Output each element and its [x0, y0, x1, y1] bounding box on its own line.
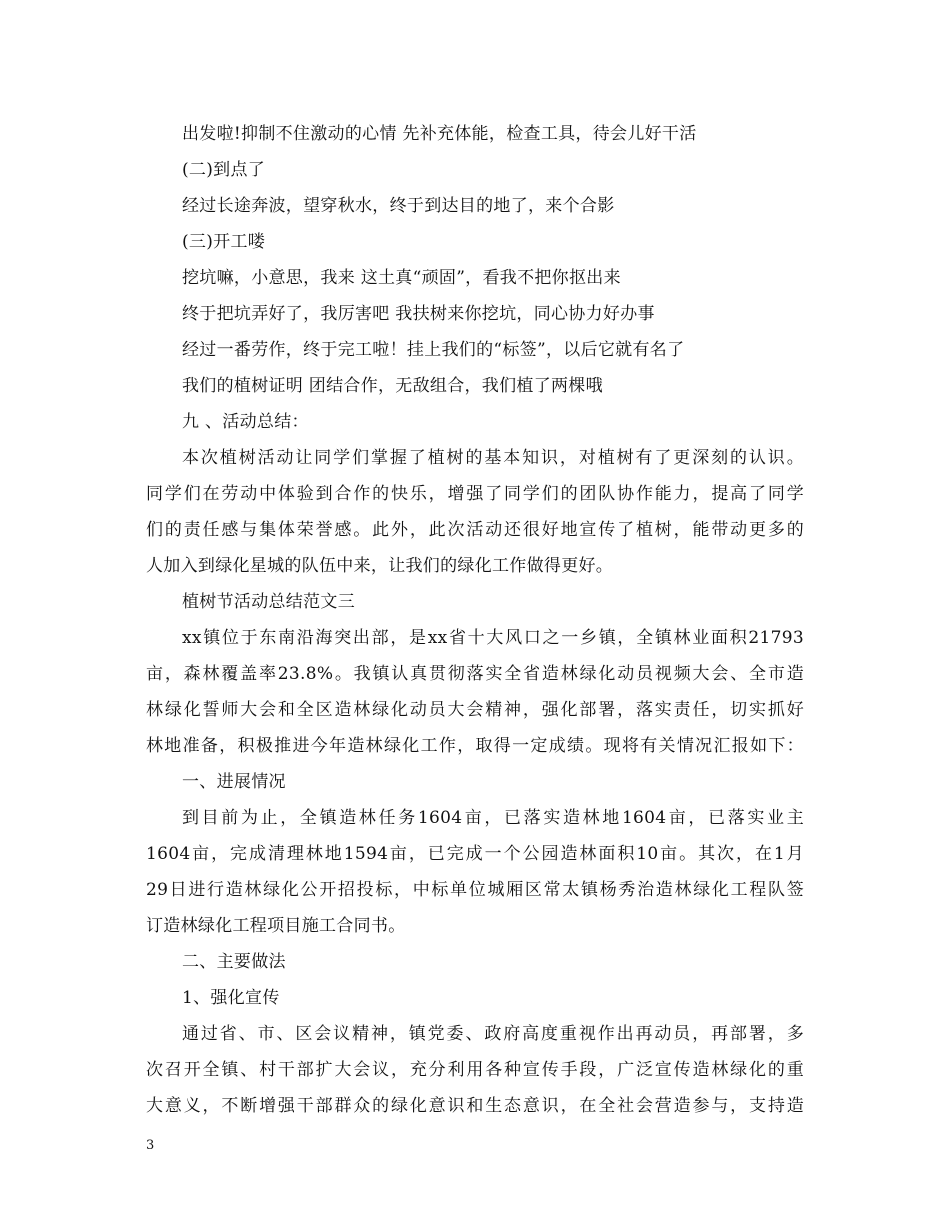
text-line: 订造林绿化工程项目施工合同书。 [146, 916, 406, 936]
text-line: 经过长途奔波，望穿秋水，终于到达目的地了，来个合影 [182, 196, 615, 216]
text-line: 挖坑嘛，小意思，我来 这土真“顽固”，看我不把你抠出来 [182, 268, 621, 288]
text-line: 出发啦!抑制不住激动的心情 先补充体能，检查工具，待会儿好干活 [182, 124, 697, 144]
text-line: 九 、活动总结： [182, 412, 309, 432]
page-number: 3 [146, 1138, 155, 1153]
text-line: 终于把坑弄好了，我厉害吧 我扶树来你挖坑，同心协力好办事 [182, 304, 655, 324]
text-line: 同学们在劳动中体验到合作的快乐，增强了同学们的团队协作能力，提高了同学 [146, 484, 804, 504]
text-line: 二、主要做法 [182, 952, 286, 972]
text-line: 1604亩，完成清理林地1594亩，已完成一个公园造林面积10亩。其次，在1月 [146, 844, 804, 864]
text-line: 亩，森林覆盖率23.8%。我镇认真贯彻落实全省造林绿化动员视频大会、全市造 [146, 664, 804, 684]
text-line: 人加入到绿化星城的队伍中来，让我们的绿化工作做得更好。 [146, 556, 614, 576]
text-line: 们的责任感与集体荣誉感。此外，此次活动还很好地宣传了植树，能带动更多的 [146, 520, 804, 540]
text-line: 林地准备，积极推进今年造林绿化工作，取得一定成绩。现将有关情况汇报如下： [146, 736, 804, 756]
text-line: 大意义，不断增强干部群众的绿化意识和生态意识，在全社会营造参与，支持造 [146, 1096, 804, 1116]
text-line: 林绿化誓师大会和全区造林绿化动员大会精神，强化部署，落实责任，切实抓好 [146, 700, 804, 720]
text-line: 29日进行造林绿化公开招投标，中标单位城厢区常太镇杨秀治造林绿化工程队签 [146, 880, 804, 900]
text-line: 我们的植树证明 团结合作，无敌组合，我们植了两棵哦 [182, 376, 603, 396]
text-line: 到目前为止，全镇造林任务1604亩，已落实造林地1604亩，已落实业主 [182, 808, 804, 828]
text-line: 一、进展情况 [182, 772, 286, 792]
text-line: (三)开工喽 [182, 232, 266, 252]
text-line: (二)到点了 [182, 160, 266, 180]
text-line: 次召开全镇、村干部扩大会议，充分利用各种宣传手段，广泛宣传造林绿化的重 [146, 1060, 804, 1080]
text-line: xx镇位于东南沿海突出部，是xx省十大风口之一乡镇，全镇林业面积21793 [182, 628, 804, 648]
text-line: 经过一番劳作，终于完工啦！挂上我们的“标签”，以后它就有名了 [182, 340, 685, 360]
text-line: 植树节活动总结范文三 [182, 592, 355, 612]
text-line: 通过省、市、区会议精神，镇党委、政府高度重视作出再动员，再部署，多 [182, 1024, 804, 1044]
text-line: 本次植树活动让同学们掌握了植树的基本知识，对植树有了更深刻的认识。 [182, 448, 804, 468]
document-body [146, 116, 804, 1124]
text-line: 1、强化宣传 [182, 988, 280, 1008]
